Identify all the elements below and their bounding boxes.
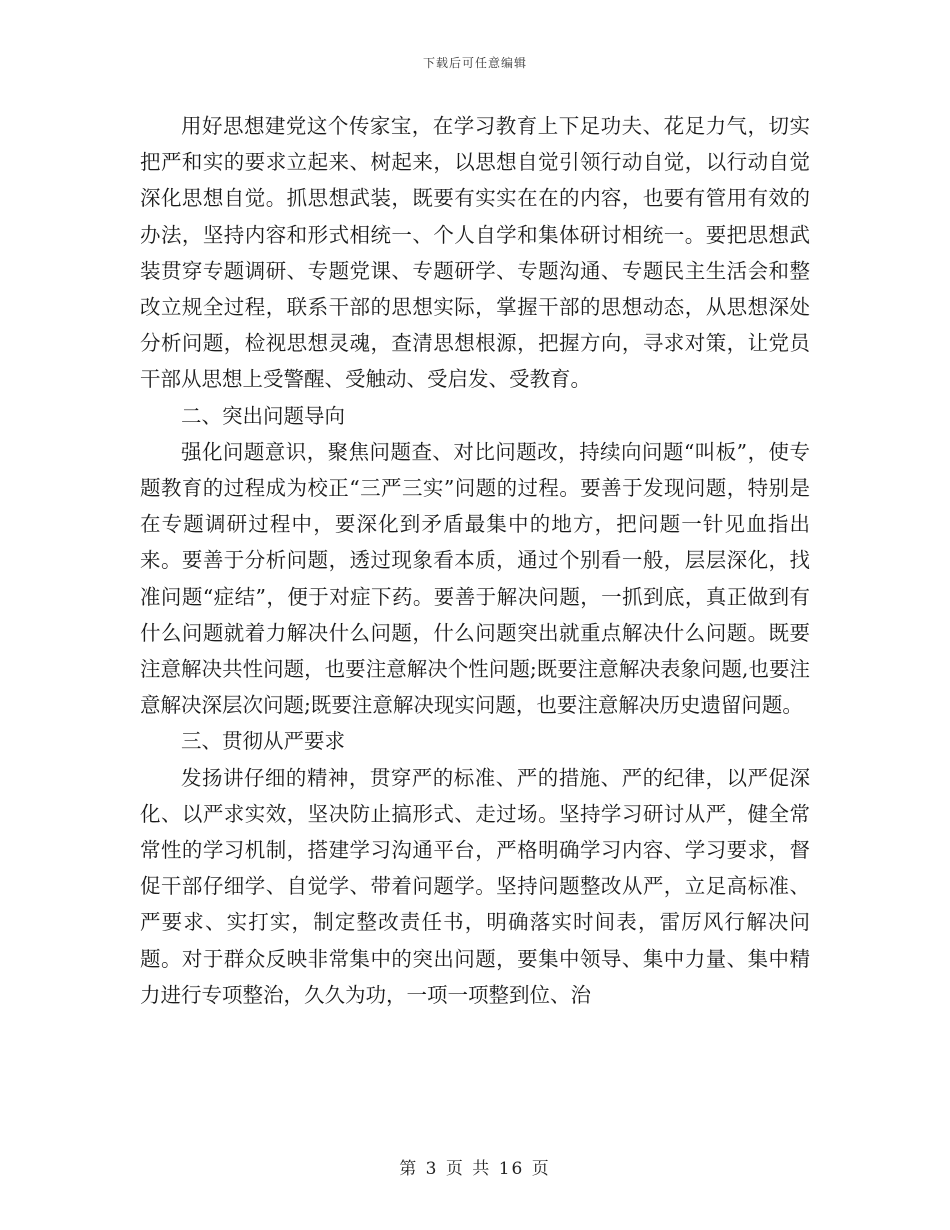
section-heading-3: 三、贯彻从严要求: [181, 729, 345, 754]
paragraph-3: 发扬讲仔细的精神，贯穿严的标准、严的措施、严的纪律，以严促深化、以严求实效，坚决防止搞形式、走过场。坚持学习研讨从严，健全常常性的学习机制，搭建学习沟通平台，严格明确学习内容、学习要求，督促干部仔细学、自觉学、带着问题学。坚持问题整改从严，立足高标准、严要求、实打实，制定整改责任书，明确落实时间表，雷厉风行解决问题。对于群众反映非常集中的突出问题，要集中领导、集中力量、集中精力进行专项整治，久久为功，一项一项整到位、治: [140, 765, 810, 1007]
paragraph-2: 强化问题意识，聚焦问题查、对比问题改，持续向问题“叫板”，使专题教育的过程成为校正“三严三实”问题的过程。要善于发现问题，特别是在专题调研过程中，要深化到矛盾最集中的地方，把问题一针见血指出来。要善于分析问题，透过现象看本质，通过个别看一般，层层深化，找准问题“症结”，便于对症下药。要善于解决问题，一抓到底，真正做到有什么问题就着力解决什么问题，什么问题突出就重点解决什么问题。既要注意解决共性问题，也要注意解决个性问题;既要注意解决表象问题,也要注意解决深层次问题;既要注意解决现实问题，也要注意解决历史遗留问题。: [140, 439, 810, 718]
paragraph-1: 用好思想建党这个传家宝，在学习教育上下足功夫、花足力气，切实把严和实的要求立起来、树起来，以思想自觉引领行动自觉，以行动自觉深化思想自觉。抓思想武装，既要有实实在在的内容，也要有管用有效的办法，坚持内容和形式相统一、个人自学和集体研讨相统一。要把思想武装贯穿专题调研、专题党课、专题研学、专题沟通、专题民主生活会和整改立规全过程，联系干部的思想实际，掌握干部的思想动态，从思想深处分析问题，检视思想灵魂，查清思想根源，把握方向，寻求对策，让党员干部从思想上受警醒、受触动、受启发、受教育。: [140, 114, 810, 392]
page-number-footer: 第 3 页 共 16 页: [399, 1159, 551, 1179]
header-note: 下载后可任意编辑: [422, 56, 527, 70]
document-body: [140, 108, 810, 1013]
section-heading-2: 二、突出问题导向: [181, 403, 345, 428]
